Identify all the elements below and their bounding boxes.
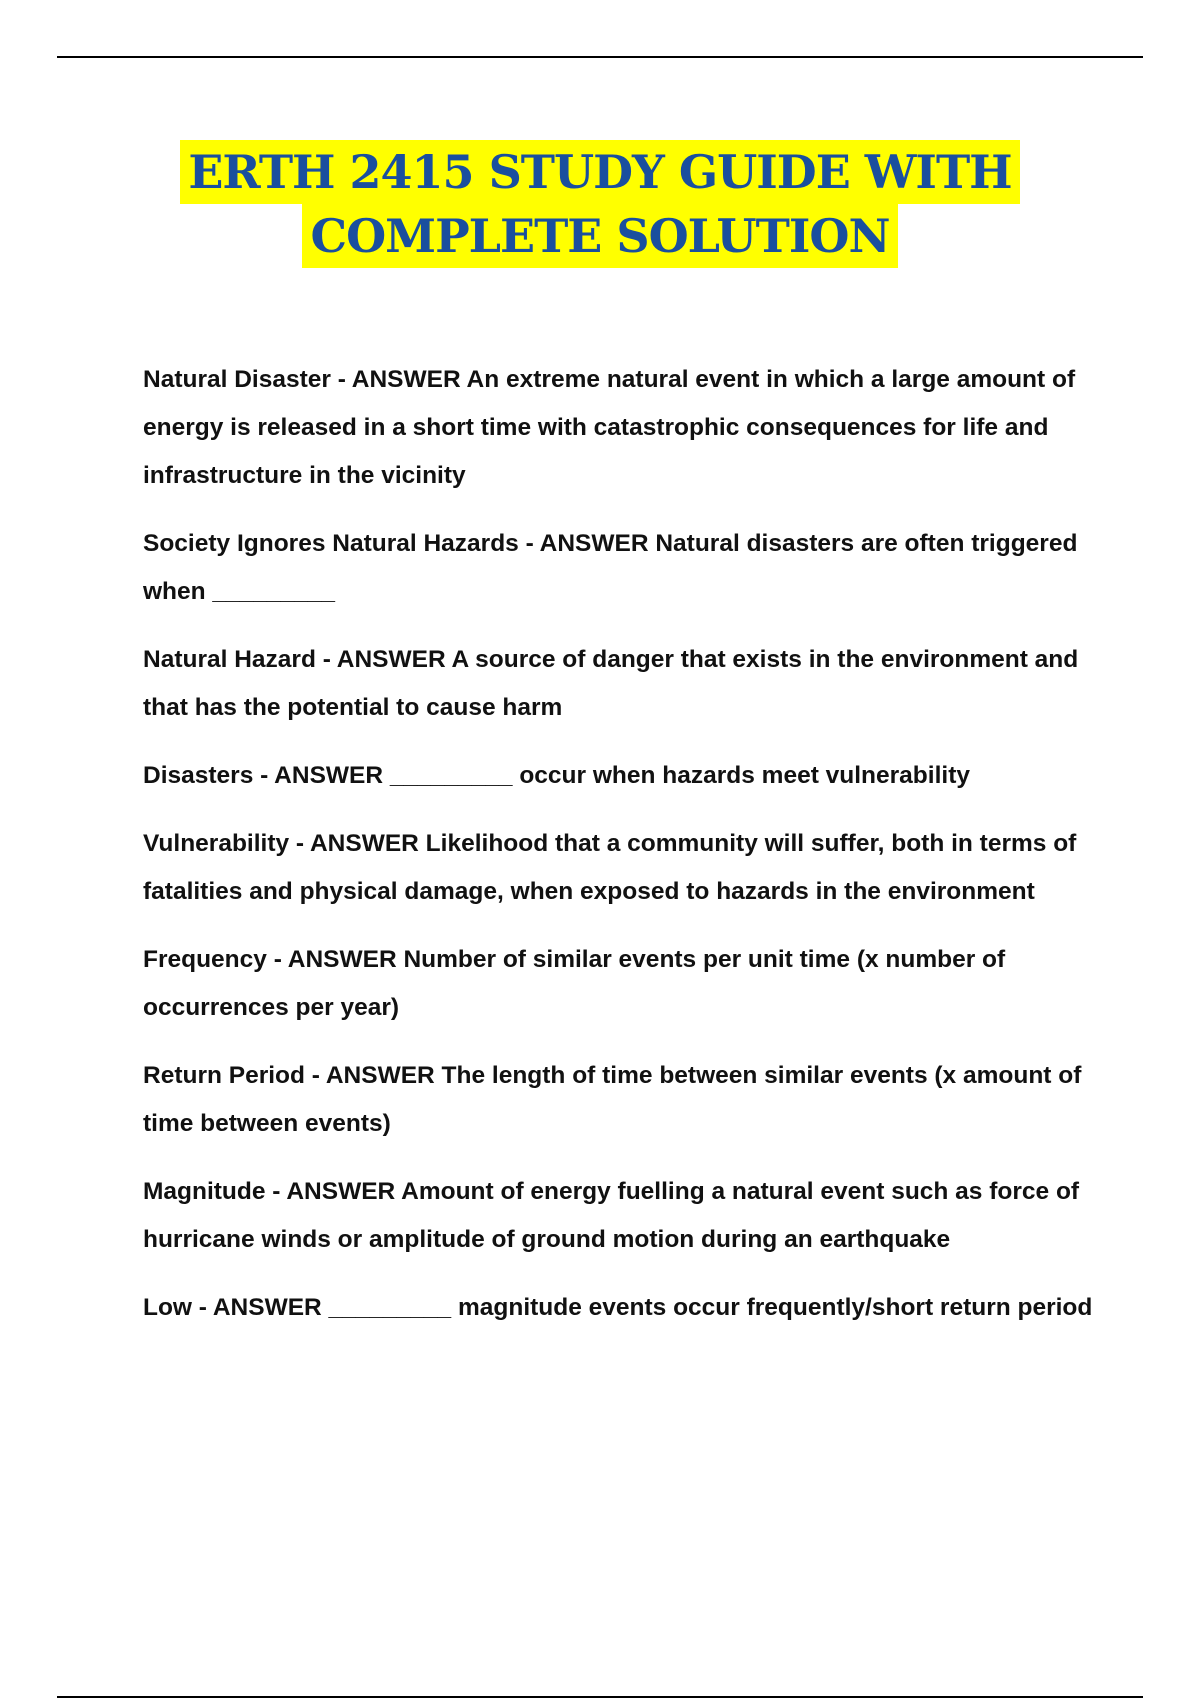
qa-item: Natural Disaster - ANSWER An extreme natural event in which a large amount of energy is released in a short time with catastrophic consequences for life and infrastructure in the vicinity bbox=[143, 366, 1076, 489]
top-divider bbox=[57, 56, 1143, 58]
document-title bbox=[0, 140, 1200, 268]
bottom-divider bbox=[57, 1696, 1143, 1698]
qa-list bbox=[143, 356, 1103, 1352]
title-line-1: ERTH 2415 STUDY GUIDE WITH bbox=[180, 140, 1019, 204]
qa-item: Disasters - ANSWER _________ occur when hazards meet vulnerability bbox=[143, 762, 970, 789]
qa-item: Vulnerability - ANSWER Likelihood that a community will suffer, both in terms of fatalities and physical damage, when exposed to hazards in the environment bbox=[143, 830, 1077, 905]
qa-item: Low - ANSWER _________ magnitude events occur frequently/short return period bbox=[143, 1294, 1093, 1321]
title-line-2: COMPLETE SOLUTION bbox=[302, 204, 897, 268]
qa-item: Frequency - ANSWER Number of similar events per unit time (x number of occurrences per year) bbox=[143, 946, 1006, 1021]
qa-item: Return Period - ANSWER The length of time between similar events (x amount of time between events) bbox=[143, 1062, 1082, 1137]
qa-item: Natural Hazard - ANSWER A source of danger that exists in the environment and that has the potential to cause harm bbox=[143, 646, 1079, 721]
qa-item: Magnitude - ANSWER Amount of energy fuelling a natural event such as force of hurricane winds or amplitude of ground motion during an earthquake bbox=[143, 1178, 1080, 1253]
qa-item: Society Ignores Natural Hazards - ANSWER Natural disasters are often triggered when _________ bbox=[143, 530, 1078, 605]
